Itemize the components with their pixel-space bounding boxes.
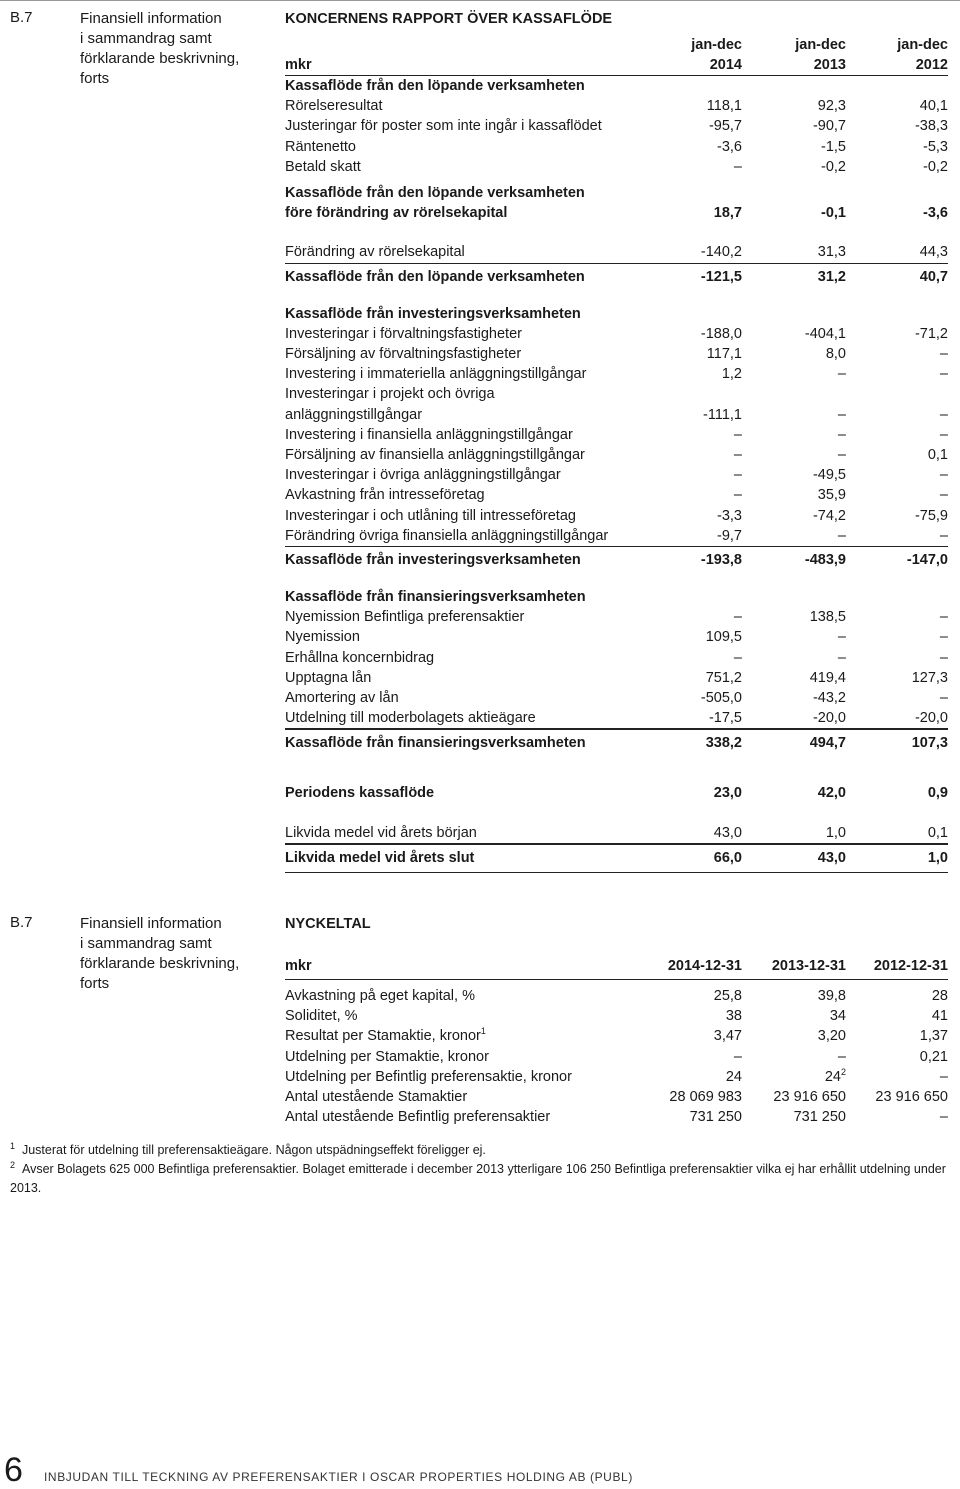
table-row: Investeringar i förvaltningsfastigheter -188,0 -404,1 -71,2: [285, 325, 948, 342]
top-rule: [0, 0, 960, 1]
header-unit: mkr: [285, 55, 640, 76]
footnote-ref-2: 2: [840, 1066, 846, 1077]
cash-begin-row: Likvida medel vid årets början 43,0 1,0 0,1: [285, 823, 948, 844]
table-row: Försäljning av förvaltningsfastigheter 117,1 8,0 –: [285, 346, 948, 363]
header-year-2012: 2012: [846, 55, 948, 76]
table-row: Investeringar i och utlåning till intresseföretag -3,3 -74,2 -75,9: [285, 507, 948, 524]
section-number-repeat: B.7: [10, 914, 33, 931]
table-row: Utdelning till moderbolagets aktieägare -17,5 -20,0 -20,0: [285, 708, 948, 729]
table-row: Investering i immateriella anläggningstillgångar 1,2 – –: [285, 366, 948, 383]
investing-total-row: Kassaflöde från investeringsverksamheten -193,8 -483,9 -147,0: [285, 552, 948, 569]
page-number: 6: [4, 1451, 23, 1489]
cash-end-row: Likvida medel vid årets slut 66,0 43,0 1,0: [285, 844, 948, 873]
operating-total-row: Kassaflöde från den löpande verksamheten -121,5 31,2 40,7: [285, 268, 948, 285]
table-row: Investeringar i övriga anläggningstillgångar – -49,5 –: [285, 467, 948, 484]
table-row: Avkastning på eget kapital, % 25,8 39,8 28: [285, 988, 948, 1004]
cashflow-title: KONCERNENS RAPPORT ÖVER KASSAFLÖDE: [285, 11, 613, 27]
kpi-table: [285, 934, 948, 1127]
header-period-2012: jan-dec: [897, 37, 948, 53]
before-wc-row-1: Kassaflöde från den löpande verksamheten: [285, 185, 585, 202]
footer-text: INBJUDAN TILL TECKNING AV PREFERENSAKTIER I OSCAR PROPERTIES HOLDING AB (PUBL): [44, 1470, 633, 1484]
table-row: Försäljning av finansiella anläggningstillgångar – – 0,1: [285, 447, 948, 464]
header-year-2014: 2014: [640, 55, 742, 76]
header-period-2014: jan-dec: [691, 37, 742, 53]
table-row: Rörelseresultat 118,1 92,3 40,1: [285, 98, 948, 115]
table-row: Erhållna koncernbidrag – – –: [285, 649, 948, 666]
table-row: Investering i finansiella anläggningstillgångar – – –: [285, 426, 948, 443]
investing-title-row: Kassaflöde från investeringsverksamheten: [285, 305, 581, 322]
page-footer: [0, 1452, 960, 1488]
section-title: Finansiell information i sammandrag samt förklarande beskrivning, forts: [80, 10, 240, 87]
footnote-ref-1: 1: [480, 1026, 486, 1037]
financing-total-row: Kassaflöde från finansieringsverksamheten 338,2 494,7 107,3: [285, 735, 948, 752]
wc-change-row: Förändring av rörelsekapital -140,2 31,3 44,3: [285, 242, 948, 263]
table-row: Utdelning per Befintlig preferensaktie, kronor 24 $24^2$ –: [285, 1066, 948, 1085]
table-row: Nyemission 109,5 – –: [285, 629, 948, 646]
footnote-1: $^1$ Justerat för utdelning till preferensaktieägare. Någon utspädningseffekt föreligger ej.: [10, 1140, 486, 1157]
table-row: Förändring övriga finansiella anläggningstillgångar -9,7 – –: [285, 526, 948, 547]
section-title-repeat: Finansiell information i sammandrag samt förklarande beskrivning, forts: [80, 915, 240, 992]
table-row: Utdelning per Stamaktie, kronor – – 0,21: [285, 1048, 948, 1065]
table-row: Nyemission Befintliga preferensaktier – 138,5 –: [285, 609, 948, 626]
table-row: Soliditet, % 38 34 41: [285, 1008, 948, 1025]
table-row: Upptagna lån 751,2 419,4 127,3: [285, 669, 948, 686]
table-row: Betald skatt – -0,2 -0,2: [285, 158, 948, 175]
operating-title-row: Kassaflöde från den löpande verksamheten: [285, 78, 585, 94]
table-row: Amortering av lån -505,0 -43,2 –: [285, 690, 948, 707]
kpi-title: NYCKELTAL: [285, 916, 371, 932]
table-row: Antal utestående Stamaktier 28 069 983 23 916 650 23 916 650: [285, 1089, 948, 1106]
header-year-2013: 2013: [742, 55, 846, 76]
section-number: B.7: [10, 9, 33, 26]
period-cashflow-row: Periodens kassaflöde 23,0 42,0 0,9: [285, 785, 948, 802]
table-row: Räntenetto -3,6 -1,5 -5,3: [285, 138, 948, 155]
footnote-2: $^2$ Avser Bolagets 625 000 Befintliga preferensaktier. Bolaget emitterade i december 2013 ytterligare 106 250 Befintliga preferensaktier vilka ej har erhållit utdelning under 2013.: [10, 1159, 946, 1195]
header-period-2013: jan-dec: [795, 37, 846, 53]
table-row: anläggningstillgångar -111,1 – –: [285, 406, 948, 423]
before-wc-row-2: före förändring av rörelsekapital 18,7 -0,1 -3,6: [285, 205, 948, 222]
table-row: Justeringar för poster som inte ingår i kassaflödet -95,7 -90,7 -38,3: [285, 118, 948, 135]
kpi-header-row: mkr 2014-12-31 2013-12-31 2012-12-31: [285, 953, 948, 980]
table-row: Antal utestående Befintlig preferensaktier 731 250 731 250 –: [285, 1109, 948, 1126]
cashflow-table: [285, 29, 948, 873]
table-row: Investeringar i projekt och övriga: [285, 386, 495, 403]
table-row: Avkastning från intresseföretag – 35,9 –: [285, 487, 948, 504]
cashflow-statement: [285, 9, 948, 873]
kpi-section: [285, 914, 948, 1127]
footnotes: [10, 1141, 950, 1198]
table-row: Resultat per Stamaktie, kronor$^1$ 3,47 3,20 1,37: [285, 1026, 948, 1045]
financing-title-row: Kassaflöde från finansieringsverksamheten: [285, 589, 586, 606]
